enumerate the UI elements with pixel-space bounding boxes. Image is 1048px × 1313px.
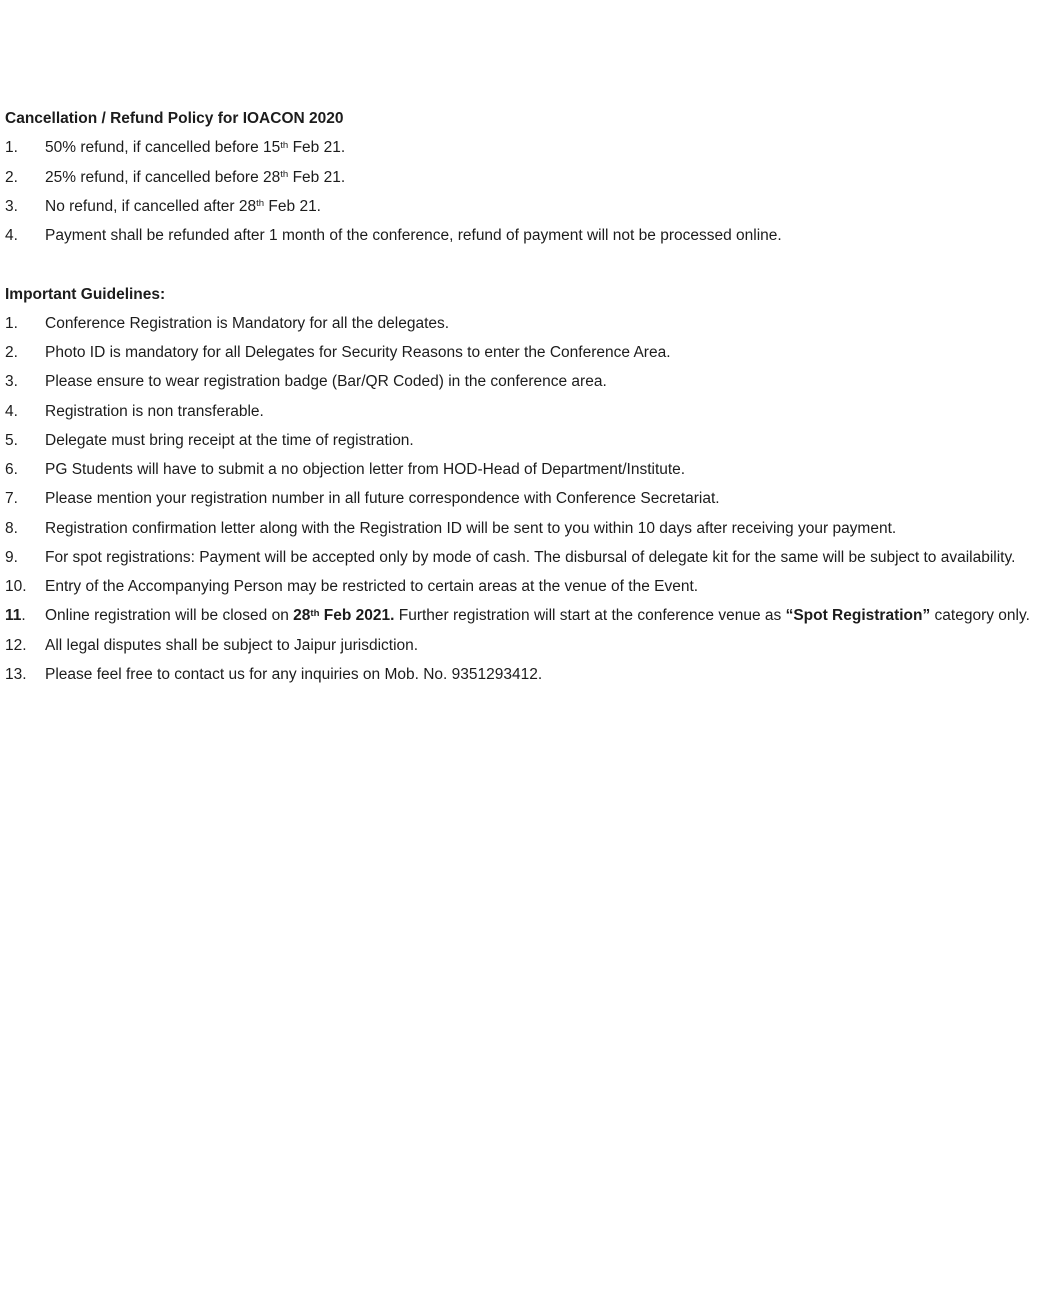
list-item-text: Conference Registration is Mandatory for all the delegates. xyxy=(45,314,450,332)
list-item-number: 10. xyxy=(5,578,27,595)
guideline-item-7 xyxy=(5,484,1048,513)
list-item-text: Entry of the Accompanying Person may be restricted to certain areas at the venue of the Event. xyxy=(45,578,699,595)
superscript-ordinal: th xyxy=(280,139,289,151)
refund-item-4 xyxy=(5,221,1048,250)
guideline-item-3 xyxy=(5,367,1048,396)
list-item-text: Please ensure to wear registration badge (Bar/QR Coded) in the conference area. xyxy=(45,373,607,391)
guideline-item-1 xyxy=(5,309,1048,338)
list-item-number: 3. xyxy=(5,197,18,215)
guideline-item-13 xyxy=(5,660,1048,689)
list-item-text: No refund, if cancelled after 28th Feb 21. xyxy=(45,197,321,215)
guideline-item-5 xyxy=(5,426,1048,455)
list-item-text: Delegate must bring receipt at the time of registration. xyxy=(45,431,414,449)
list-item-text: PG Students will have to submit a no objection letter from HOD-Head of Department/Institute. xyxy=(45,461,686,478)
list-item-text: Payment shall be refunded after 1 month of the conference, refund of payment will not be processed online. xyxy=(45,227,782,244)
superscript-ordinal: th xyxy=(280,169,289,181)
guideline-item-12 xyxy=(5,631,1048,660)
list-item-number: 2. xyxy=(5,344,18,361)
list-item-number: 4. xyxy=(5,402,18,420)
list-item-text: Registration is non transferable. xyxy=(45,402,264,420)
list-item-number: 2. xyxy=(5,168,18,186)
list-item-number: 5. xyxy=(5,431,18,449)
list-item-text: Online registration will be closed on 28th Feb 2021. Further registration will start at the conference venue as “Spot Registration” category only. xyxy=(45,607,1030,625)
list-item-number: 1. xyxy=(5,314,18,332)
list-item-text: Registration confirmation letter along with the Registration ID will be sent to you within 10 days after receiving your payment. xyxy=(45,519,897,537)
list-item-text: Please mention your registration number in all future correspondence with Conference Secretariat. xyxy=(45,490,720,508)
guideline-item-6 xyxy=(5,455,1048,484)
list-item-number: 8. xyxy=(5,519,18,537)
list-item-number: 11. xyxy=(5,607,26,625)
list-item-number: 3. xyxy=(5,373,18,391)
list-item-number: 7. xyxy=(5,490,18,508)
list-item-text: Photo ID is mandatory for all Delegates for Security Reasons to enter the Conference Area. xyxy=(45,344,671,361)
refund-item-1 xyxy=(5,133,1048,162)
list-item-number: 4. xyxy=(5,227,18,244)
guideline-item-8 xyxy=(5,514,1048,543)
list-item-text: Please feel free to contact us for any inquiries on Mob. No. 9351293412. xyxy=(45,665,543,683)
guideline-item-10 xyxy=(5,572,1048,601)
document-content xyxy=(5,104,1048,689)
section-gap xyxy=(5,250,1048,279)
guidelines-heading: Important Guidelines: xyxy=(5,285,166,303)
guideline-item-2 xyxy=(5,338,1048,367)
list-item-number: 9. xyxy=(5,548,18,566)
guideline-item-4 xyxy=(5,397,1048,426)
list-item-number: 13. xyxy=(5,665,27,683)
list-item-text: 50% refund, if cancelled before 15th Feb 21. xyxy=(45,139,346,157)
refund-policy-heading: Cancellation / Refund Policy for IOACON 2020 xyxy=(5,110,344,127)
guideline-item-9 xyxy=(5,543,1048,572)
list-item-number: 12. xyxy=(5,636,27,654)
refund-item-2 xyxy=(5,163,1048,192)
list-item-text: 25% refund, if cancelled before 28th Feb 21. xyxy=(45,168,346,186)
superscript-ordinal: th xyxy=(256,198,265,210)
list-item-number: 6. xyxy=(5,461,18,478)
list-item-text: All legal disputes shall be subject to Jaipur jurisdiction. xyxy=(45,636,419,654)
superscript-ordinal: th xyxy=(310,607,320,619)
refund-item-3 xyxy=(5,192,1048,221)
list-item-text: For spot registrations: Payment will be accepted only by mode of cash. The disbursal of delegate kit for the same will be subject to availability. xyxy=(45,548,1016,566)
guideline-item-11 xyxy=(5,601,1048,630)
list-item-number: 1. xyxy=(5,139,18,157)
